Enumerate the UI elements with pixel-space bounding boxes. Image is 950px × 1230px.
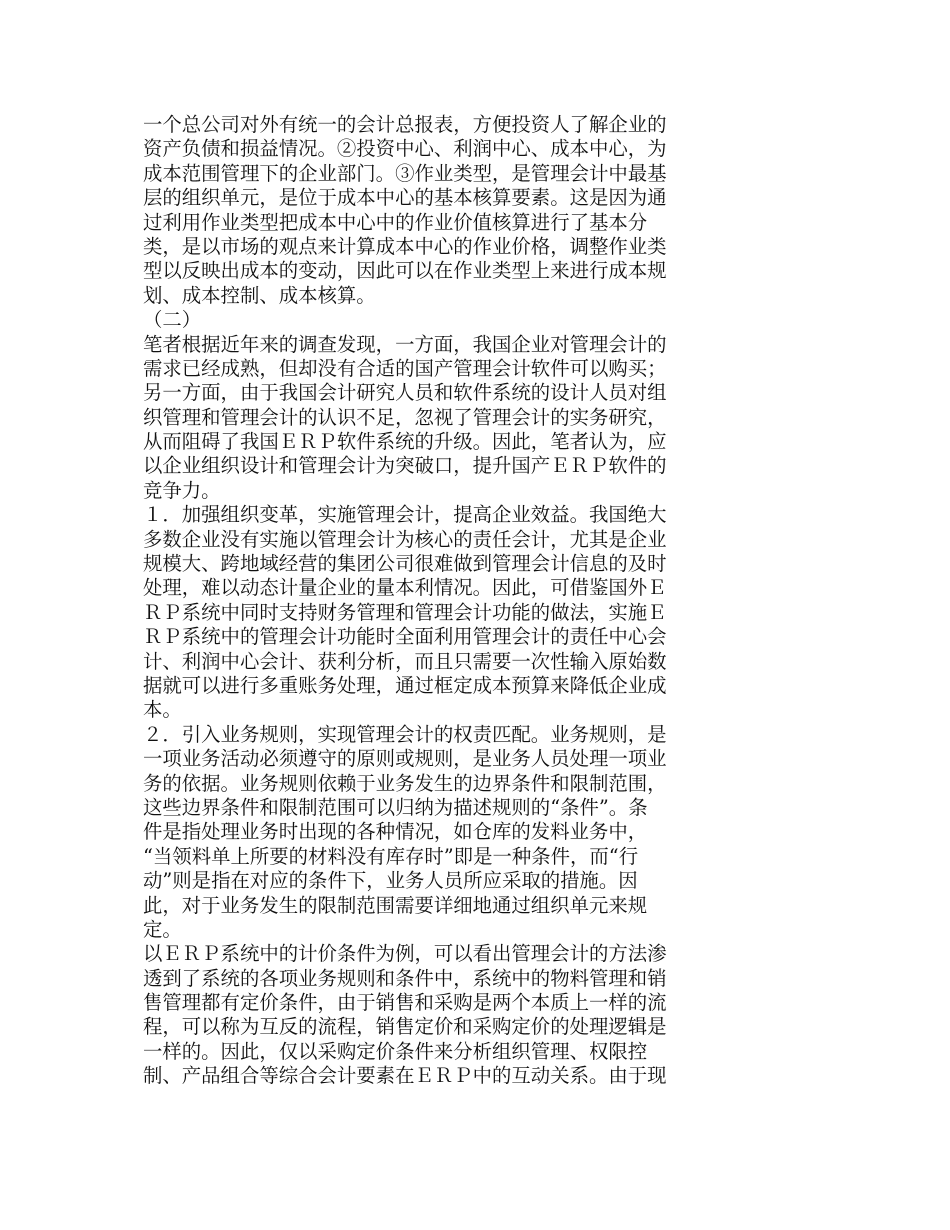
text-line: 一个总公司对外有统一的会计总报表，方便投资人了解企业的 [143, 113, 667, 136]
text-line: １．加强组织变革，实施管理会计，提高企业效益。我国绝大 [143, 503, 667, 527]
section-heading: （二） [143, 308, 202, 332]
text-line: 型以反映出成本的变动，因此可以在作业类型上来进行成本规 [143, 259, 667, 283]
text-line: 需求已经成熟，但却没有合适的国产管理会计软件可以购买； [143, 356, 667, 380]
text-line: 件是指处理业务时出现的各种情况，如仓库的发料业务中， [143, 820, 648, 844]
text-line: 划、成本控制、成本核算。 [143, 283, 376, 307]
text-line: 以企业组织设计和管理会计为突破口，提升国产ＥＲＰ软件的 [143, 454, 667, 478]
text-line: 织管理和管理会计的认识不足，忽视了管理会计的实务研究， [143, 405, 667, 429]
text-line: 从而阻碍了我国ＥＲＰ软件系统的升级。因此，笔者认为，应 [143, 430, 667, 454]
text-line: 此，对于业务发生的限制范围需要详细地通过组织单元来规 [143, 893, 648, 917]
text-line: 一项业务活动必须遵守的原则或规则，是业务人员处理一项业 [143, 747, 667, 771]
text-line: 笔者根据近年来的调查发现，一方面，我国企业对管理会计的 [143, 332, 667, 356]
text-line: 一样的。因此，仅以采购定价条件来分析组织管理、权限控 [143, 1039, 648, 1063]
text-line: 透到了系统的各项业务规则和条件中，系统中的物料管理和销 [143, 966, 667, 990]
text-line: 程，可以称为互反的流程，销售定价和采购定价的处理逻辑是 [143, 1015, 667, 1039]
text-line: ＲＰ系统中同时支持财务管理和管理会计功能的做法，实施Ｅ [143, 600, 667, 624]
text-line: 制、产品组合等综合会计要素在ＥＲＰ中的互动关系。由于现 [143, 1064, 667, 1088]
text-line: “当领料单上所要的材料没有库存时”即是一种条件，而“行 [143, 844, 639, 868]
text-line: 多数企业没有实施以管理会计为核心的责任会计，尤其是企业 [143, 527, 667, 551]
text-line: 过利用作业类型把成本中心中的作业价值核算进行了基本分 [143, 210, 648, 234]
text-line: 这些边界条件和限制范围可以归纳为描述规则的“条件”。条 [143, 795, 648, 819]
text-line: 资产负债和损益情况。②投资中心、利润中心、成本中心，为 [143, 137, 667, 161]
text-line: 另一方面，由于我国会计研究人员和软件系统的设计人员对组 [143, 381, 667, 405]
text-line: ＲＰ系统中的管理会计功能时全面利用管理会计的责任中心会 [143, 625, 667, 649]
text-line: 规模大、跨地域经营的集团公司很难做到管理会计信息的及时 [143, 552, 667, 576]
text-line: 本。 [143, 698, 182, 722]
text-line: 定。 [143, 917, 182, 941]
text-line: 类，是以市场的观点来计算成本中心的作业价格，调整作业类 [143, 234, 667, 258]
text-line: 动”则是指在对应的条件下，业务人员所应采取的措施。因 [143, 869, 638, 893]
text-line: 以ＥＲＰ系统中的计价条件为例，可以看出管理会计的方法渗 [143, 942, 667, 966]
text-line: ２．引入业务规则，实现管理会计的权责匹配。业务规则，是 [143, 722, 667, 746]
text-line: 售管理都有定价条件，由于销售和采购是两个本质上一样的流 [143, 991, 667, 1015]
text-line: 竞争力。 [143, 478, 221, 502]
text-line: 成本范围管理下的企业部门。③作业类型，是管理会计中最基 [143, 161, 667, 185]
text-line: 计、利润中心会计、获利分析，而且只需要一次性输入原始数 [143, 649, 667, 673]
text-line: 据就可以进行多重账务处理，通过框定成本预算来降低企业成 [143, 673, 667, 697]
document-page [143, 113, 733, 1089]
text-line: 层的组织单元，是位于成本中心的基本核算要素。这是因为通 [143, 186, 667, 210]
text-line: 处理，难以动态计量企业的量本利情况。因此，可借鉴国外Ｅ [143, 576, 667, 600]
text-line: 务的依据。业务规则依赖于业务发生的边界条件和限制范围， [143, 771, 667, 795]
